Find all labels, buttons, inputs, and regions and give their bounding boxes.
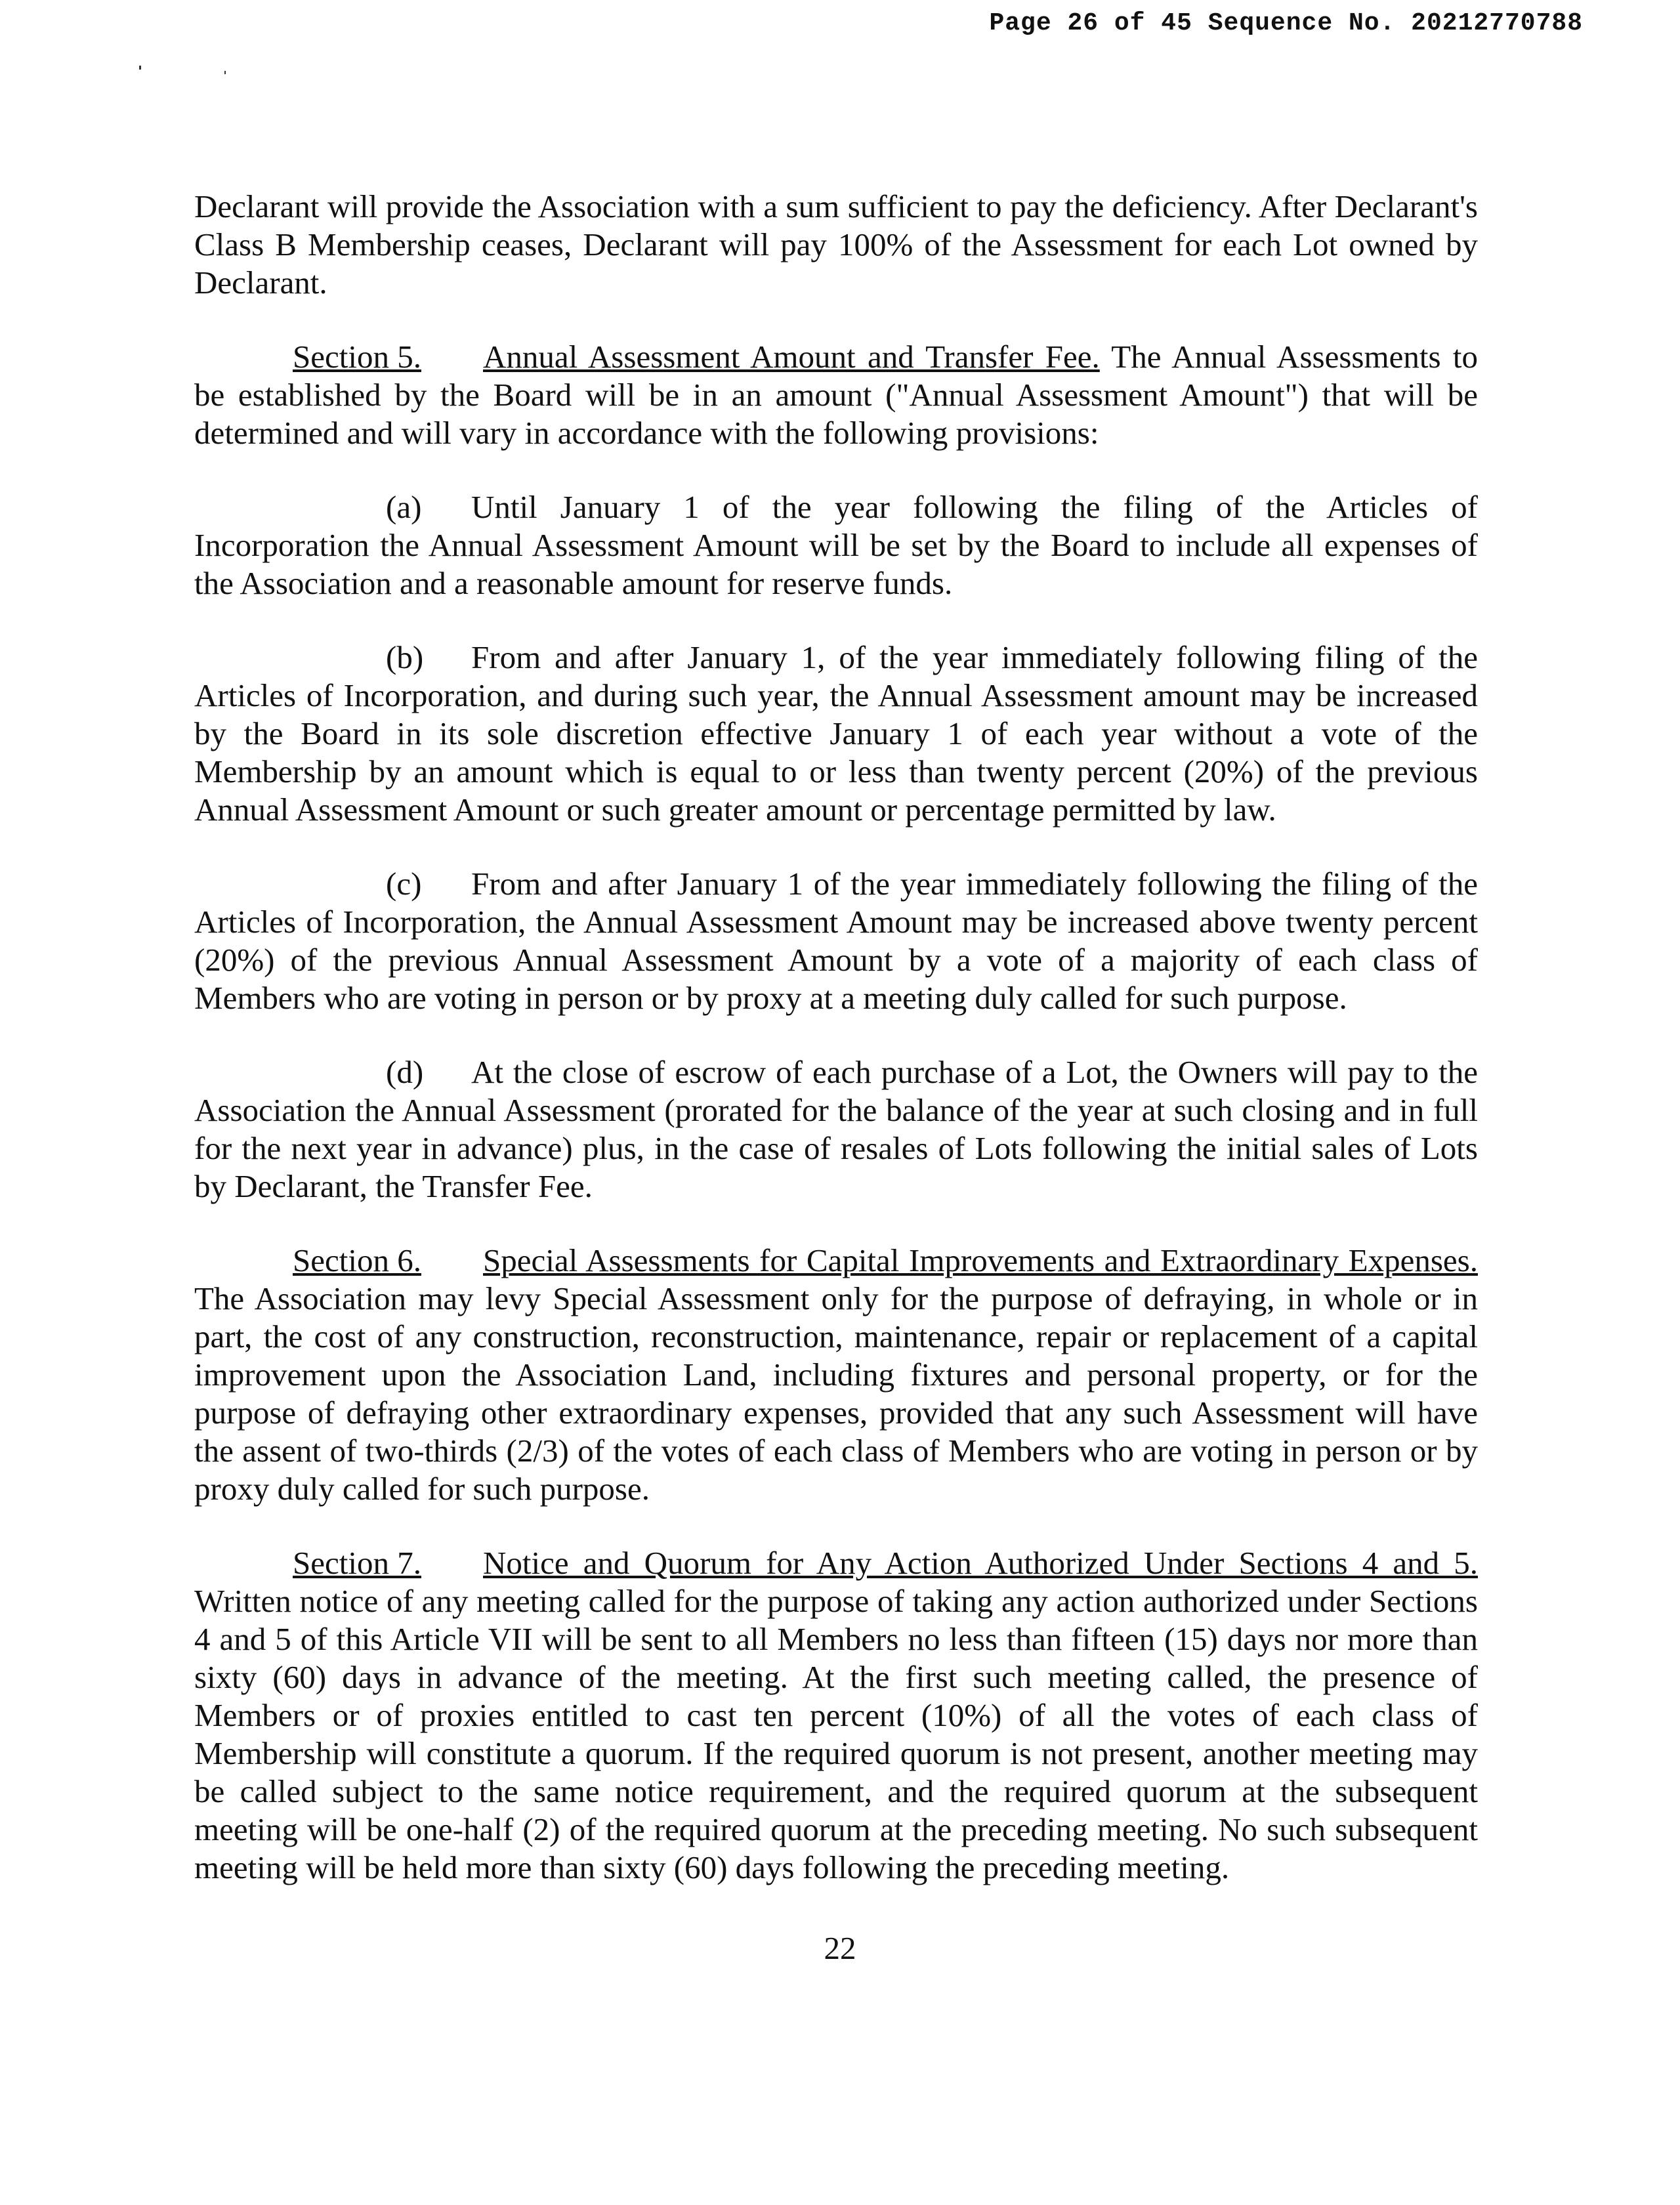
- section-5-label: Section 5.: [293, 339, 421, 375]
- section-7-title: Notice and Quorum for Any Action Authorized Under Sections 4 and 5.: [483, 1545, 1478, 1581]
- scan-speck: [139, 66, 141, 70]
- section-7-body: Written notice of any meeting called for the purpose of taking any action authorized under Sections 4 and 5 of this Article VII will be sent to all Members no less than fifteen (15) days nor more than sixty (60) days in advance of the meeting. At the first such meeting called, the presence of Members or of proxies entitled to cast ten percent (10%) of all the votes of each class of Membership will constitute a quorum. If the required quorum is not present, another meeting may be called subject to the same notice requirement, and the required quorum at the subsequent meeting will be one-half (2) of the required quorum at the preceding meeting. No such subsequent meeting will be held more than sixty (60) days following the preceding meeting.: [194, 1583, 1478, 1885]
- section-6-label: Section 6.: [293, 1242, 421, 1278]
- provision-a: [194, 488, 1478, 602]
- section-7: [194, 1544, 1478, 1887]
- scan-specks: [139, 66, 231, 79]
- provision-c: [194, 865, 1478, 1017]
- section-6-body: The Association may levy Special Assessment only for the purpose of defraying, in whole or in part, the cost of any construction, reconstruction, maintenance, repair or replacement of a capital improvement upon the Association Land, including fixtures and personal property, or for the purpose of defraying other extraordinary expenses, provided that any such Assessment will have the assent of two-thirds (2/3) of the votes of each class of Members who are voting in person or by proxy duly called for such purpose.: [194, 1280, 1478, 1507]
- document-body: [194, 188, 1478, 1923]
- section-6-title: Special Assessments for Capital Improvements and Extraordinary Expenses.: [483, 1242, 1478, 1278]
- provision-d-body: At the close of escrow of each purchase of a Lot, the Owners will pay to the Association the Annual Assessment (prorated for the balance of the year at such closing and in full for the next year in advance) plus, in the case of resales of Lots following the initial sales of Lots by Declarant, the Transfer Fee.: [194, 1054, 1478, 1204]
- provision-b: [194, 639, 1478, 829]
- page-number: 22: [824, 1930, 856, 1966]
- provision-c-body: From and after January 1 of the year immediately following the filing of the Articles of Incorporation, the Annual Assessment Amount may be increased above twenty percent (20%) of the previous Annual Assessment Amount by a vote of a majority of each class of Members who are voting in person or by proxy at a meeting duly called for such purpose.: [194, 866, 1478, 1016]
- section-5-title: Annual Assessment Amount and Transfer Fee.: [483, 339, 1100, 375]
- provision-b-label: (b): [386, 639, 424, 675]
- section-6: [194, 1242, 1478, 1508]
- provision-a-label: (a): [386, 489, 422, 525]
- section-5-body: The Annual Assessments to be established by the Board will be in an amount ("Annual Assessment Amount") that will be determined and will vary in accordance with the following provisions:: [194, 339, 1479, 451]
- provision-b-body: From and after January 1, of the year immediately following filing of the Articles of Incorporation, and during such year, the Annual Assessment amount may be increased by the Board in its sole discretion effective January 1 of each year without a vote of the Membership by an amount which is equal to or less than twenty percent (20%) of the previous Annual Assessment Amount or such greater amount or percentage permitted by law.: [194, 639, 1478, 828]
- provision-d: [194, 1053, 1478, 1206]
- section-7-label: Section 7.: [293, 1545, 421, 1581]
- section-5: [194, 338, 1478, 452]
- page-sequence-stamp: Page 26 of 45 Sequence No. 20212770788: [989, 9, 1583, 37]
- provision-d-label: (d): [386, 1054, 424, 1090]
- provision-a-body: Until January 1 of the year following the filing of the Articles of Incorporation the Annual Assessment Amount will be set by the Board to include all expenses of the Association and a reasonable amount for reserve funds.: [194, 489, 1478, 601]
- scan-speck: [224, 71, 226, 74]
- provision-c-label: (c): [386, 866, 422, 902]
- paragraph-declarant-deficiency: Declarant will provide the Association with a sum sufficient to pay the deficiency. After Declarant's Class B Membership ceases, Declarant will pay 100% of the Assessment for each Lot owned by Declarant.: [194, 188, 1478, 301]
